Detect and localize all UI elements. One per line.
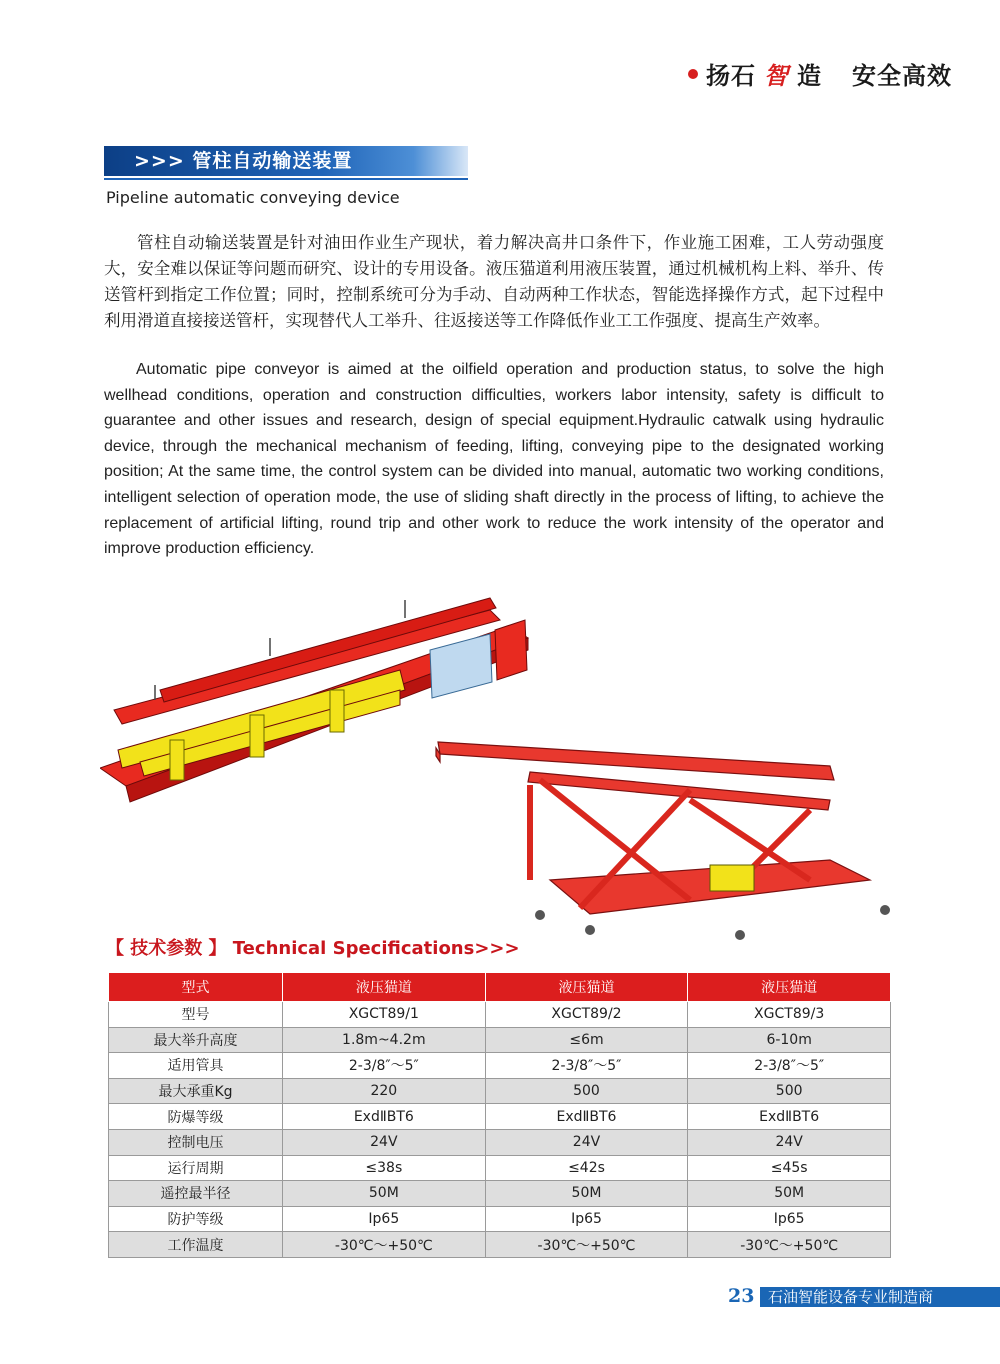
table-cell: Ip65 [688,1206,891,1232]
table-cell: ≤42s [485,1155,688,1181]
specs-table [108,972,891,1258]
table-cell: 50M [688,1181,891,1207]
table-cell: Ip65 [283,1206,486,1232]
table-cell: 24V [485,1129,688,1155]
table-cell: 最大承重Kg [109,1078,283,1104]
table-cell: 6-10m [688,1027,891,1053]
table-cell: 2-3/8″～5″ [485,1053,688,1079]
table-cell: 1.8m~4.2m [283,1027,486,1053]
footer-tagline: 石油智能设备专业制造商 [760,1287,1000,1307]
table-cell: 适用管具 [109,1053,283,1079]
table-cell: XGCT89/2 [485,1002,688,1028]
table-cell: 最大举升高度 [109,1027,283,1053]
table-row [109,1232,891,1258]
table-row [109,1053,891,1079]
table-cell: 遥控最半径 [109,1181,283,1207]
slogan-part2: 造 [797,62,822,90]
table-row [109,1002,891,1028]
table-cell: 50M [283,1181,486,1207]
slogan-accent: 智 [764,61,789,90]
table-cell: 2-3/8″～5″ [688,1053,891,1079]
table-cell: 工作温度 [109,1232,283,1258]
table-header-row [109,973,891,1002]
table-cell: -30℃～+50℃ [283,1232,486,1258]
table-cell: -30℃～+50℃ [485,1232,688,1258]
table-cell: 控制电压 [109,1129,283,1155]
header-slogan [688,56,952,91]
specs-title: 【 技术参数 】 Technical Specifications>>> [106,938,520,959]
table-row [109,1104,891,1130]
table-cell: ExdⅡBT6 [485,1104,688,1130]
column-header: 液压猫道 [688,973,891,1002]
table-cell: 24V [283,1129,486,1155]
table-row [109,1181,891,1207]
table-cell: XGCT89/1 [283,1002,486,1028]
table-row [109,1155,891,1181]
table-cell: Ip65 [485,1206,688,1232]
section-title: >>> 管柱自动输送装置 [104,146,468,176]
table-cell: 2-3/8″～5″ [283,1053,486,1079]
table-cell: ≤38s [283,1155,486,1181]
scissor-catwalk-illustration [430,730,900,945]
column-header: 型式 [109,973,283,1002]
table-row [109,1129,891,1155]
table-cell: ≤45s [688,1155,891,1181]
table-cell: -30℃～+50℃ [688,1232,891,1258]
table-cell: ExdⅡBT6 [688,1104,891,1130]
column-header: 液压猫道 [485,973,688,1002]
table-cell: 220 [283,1078,486,1104]
bullet-dot-icon [688,69,698,79]
slogan-part3: 安全高效 [852,62,952,90]
page-number: 23 [728,1285,755,1307]
table-cell: 防护等级 [109,1206,283,1232]
table-cell: XGCT89/3 [688,1002,891,1028]
table-row [109,1206,891,1232]
table-cell: 防爆等级 [109,1104,283,1130]
table-cell: ExdⅡBT6 [283,1104,486,1130]
table-cell: ≤6m [485,1027,688,1053]
table-cell: 500 [688,1078,891,1104]
section-divider [104,178,468,180]
table-cell: 500 [485,1078,688,1104]
section-subtitle: Pipeline automatic conveying device [106,188,400,207]
table-cell: 24V [688,1129,891,1155]
column-header: 液压猫道 [283,973,486,1002]
table-row [109,1078,891,1104]
table-cell: 型号 [109,1002,283,1028]
table-row [109,1027,891,1053]
description-cn: 管柱自动输送装置是针对油田作业生产现状，着力解决高井口条件下，作业施工困难，工人劳动强度大，安全难以保证等问题而研究、设计的专用设备。液压猫道利用液压装置，通过机械机构上料、举升、传送管杆到指定工作位置；同时，控制系统可分为手动、自动两种工作状态，智能选择操作方式，起下过程中利用滑道直接接送管杆，实现替代人工举升、往返接送等工作降低作业工工作强度、提高生产效率。 [104,233,884,330]
table-cell: 50M [485,1181,688,1207]
table-cell: 运行周期 [109,1155,283,1181]
slogan-part1: 扬石 [706,62,756,90]
description-en: Automatic pipe conveyor is aimed at the oilfield operation and production status, to solve the high wellhead conditions, operation and construction difficulties, workers labor intensity, safety is difficult to guarantee and other issues and research, design of special equipment.Hydraulic catwalk using hydraulic device, through the mechanical mechanism of feeding, lifting, conveying pipe to the designated working position; At the same time, the control system can be divided into manual, automatic two working conditions, intelligent selection of operation mode, the use of sliding shaft directly in the process of lifting, to achieve the replacement of artificial lifting, round trip and other work to reduce the work intensity of the operator and improve production efficiency. [104,361,884,558]
